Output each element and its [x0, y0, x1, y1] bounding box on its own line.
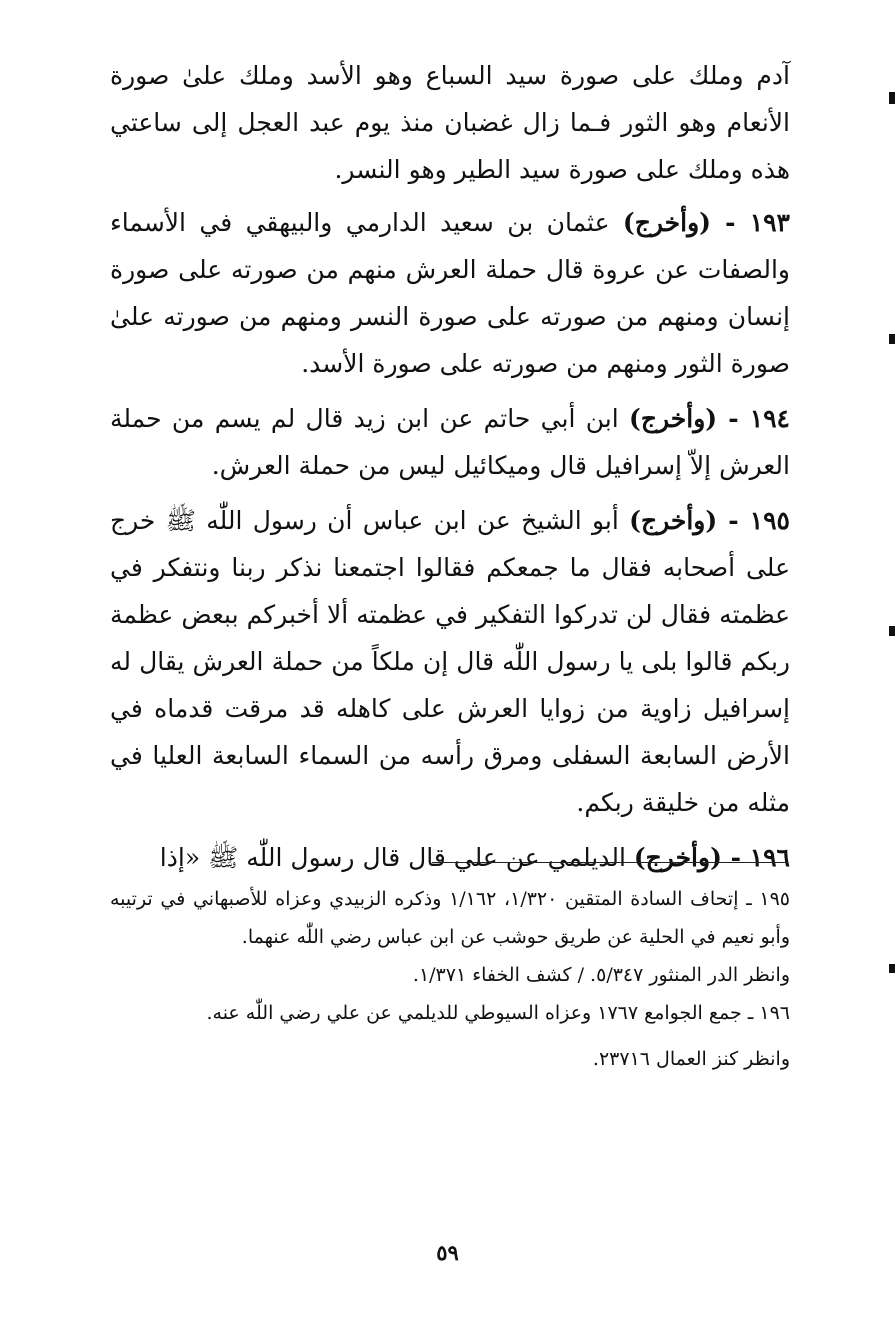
footnote-separator: [432, 862, 788, 863]
entry-text-196: الديلمي عن علي قال قال رسول اللّٰه ﷺ «إذا: [159, 843, 634, 872]
paragraph-195: [110, 497, 790, 826]
paragraph-194: [110, 395, 790, 489]
main-text: [110, 52, 790, 881]
paragraph-continued: آدم وملك على صورة سيد السباع وهو الأسد وملك علىٰ صورة الأنعام وهو الثور فـما زال غضبان منذ يوم عبد العجل إلى ساعتي هذه وملك على صورة سيد الطير وهو النسر.: [110, 61, 790, 184]
scan-edge-mark: [889, 964, 895, 973]
paragraph-196: [110, 834, 790, 881]
paragraph-193: [110, 199, 790, 387]
entry-number-193: ١٩٣ - (وأخرج): [622, 208, 790, 237]
footnote-196-references: وانظر كنز العمال ٢٣٧١٦.: [592, 1048, 790, 1070]
entry-number-194: ١٩٤ - (وأخرج): [629, 404, 790, 433]
entry-number-196: ١٩٦ - (وأخرج): [633, 843, 790, 872]
footnote-196: ١٩٦ ـ جمع الجوامع ١٧٦٧ وعزاه السيوطي للديلمي عن علي رضي اللّٰه عنه.: [206, 1002, 790, 1024]
entry-text-193: عثمان بن سعيد الدارمي والبيهقي في الأسماء والصفات عن عروة قال حملة العرش منهم من صورته على صورة إنسان ومنهم من صورته على صورة النسر ومنهم من صورته علىٰ صورة الثور ومنهم من صورته على صورة الأسد.: [110, 208, 790, 378]
entry-text-195: أبو الشيخ عن ابن عباس أن رسول اللّٰه ﷺ خرج على أصحابه فقال ما جمعكم فقالوا اجتمعنا نذكر ربنا ونتفكر في عظمته فقال لن تدركوا التفكير في عظمته ألا أخبركم ببعض عظمة ربكم قالوا بلى يا رسول اللّٰه قال إن ملكاً من حملة العرش يقال له إسرافيل زاوية من زوايا العرش على كاهله قد مرقت قدماه في الأرض السابعة السفلى ومرق رأسه من السماء السابعة العليا في مثله من خليقة ربكم.: [110, 506, 790, 817]
footnote-195-references: وانظر الدر المنثور ٥/٣٤٧. / كشف الخفاء ١/٣٧١.: [412, 964, 790, 986]
entry-text-194: ابن أبي حاتم عن ابن زيد قال لم يسم من حملة العرش إلاّ إسرافيل قال وميكائيل ليس من حملة العرش.: [110, 404, 790, 480]
page-number: ٥٩: [436, 1240, 459, 1265]
entry-number-195: ١٩٥ - (وأخرج): [629, 506, 790, 535]
scan-edge-mark: [889, 92, 895, 104]
scan-edge-mark: [889, 334, 895, 344]
scan-edge-mark: [889, 626, 895, 636]
footnote-195: ١٩٥ ـ إتحاف السادة المتقين ١/٣٢٠، ١/١٦٢ وذكره الزبيدي وعزاه للأصبهاني في ترتيبه وأبو نعيم في الحلية عن طريق حوشب عن ابن عباس رضي اللّٰه عنهما.: [110, 888, 790, 948]
footnotes: [110, 880, 790, 1078]
